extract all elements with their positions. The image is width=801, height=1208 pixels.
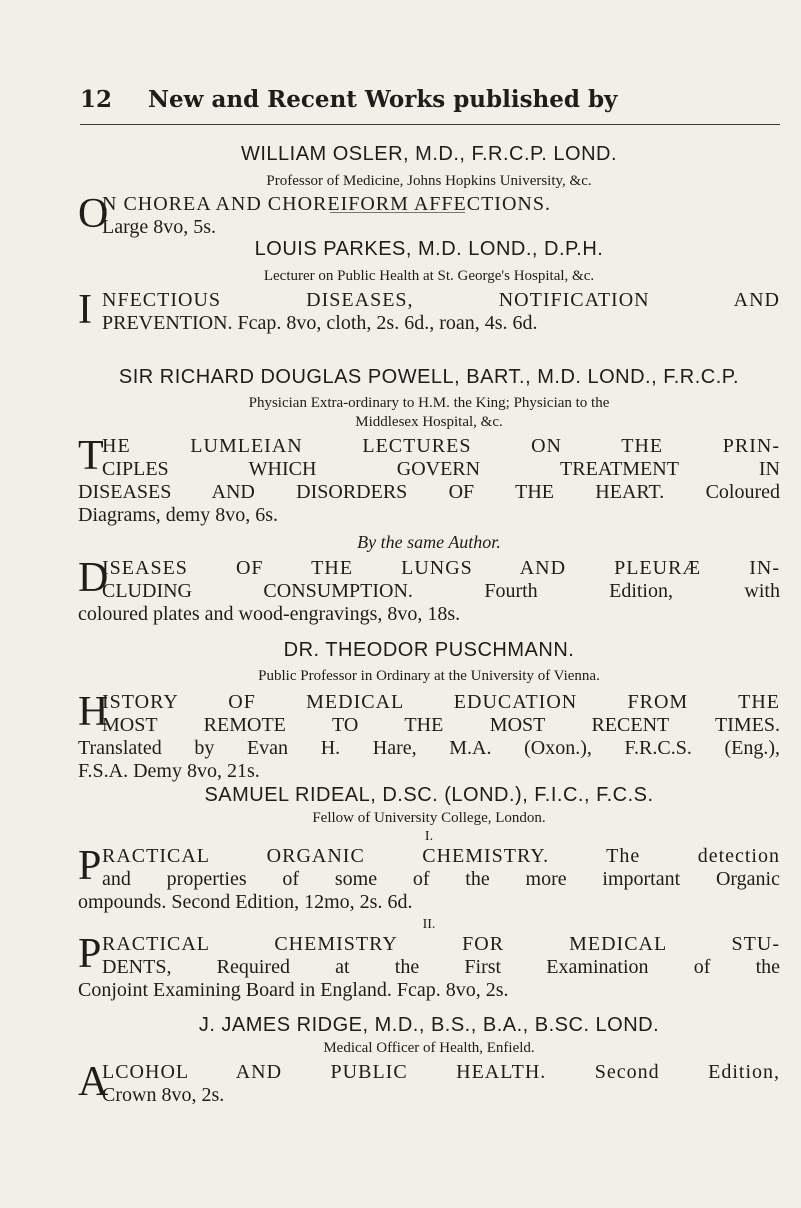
- work-title-line: DENTS, Required at the First Examination of the: [102, 956, 780, 978]
- author-name: SIR RICHARD DOUGLAS POWELL, BART., M.D. LOND., F.R.C.P.: [118, 366, 740, 388]
- author-affiliation: Public Professor in Ordinary at the University of Vienna.: [258, 668, 600, 684]
- drop-cap: I: [78, 287, 92, 333]
- drop-cap: O: [78, 191, 109, 237]
- entry-rideal: [78, 782, 780, 1002]
- work-title-line: CIPLES WHICH GOVERN TREATMENT IN: [102, 458, 780, 480]
- work-diseases-of-lungs: [78, 557, 780, 626]
- work-title-line: CLUDING CONSUMPTION. Fourth Edition, with: [102, 580, 780, 602]
- drop-cap: T: [78, 433, 104, 479]
- work-chorea: [78, 193, 780, 239]
- work-title-line: N CHOREA AND CHOREIFORM AFFECTIONS.: [102, 193, 551, 215]
- work-practical-chemistry-students: [78, 933, 780, 1002]
- section-divider: [330, 212, 465, 213]
- work-title-line: LCOHOL AND PUBLIC HEALTH. Second Edition,: [102, 1061, 780, 1083]
- work-numeral: I.: [424, 829, 434, 844]
- header-rule: [80, 124, 780, 125]
- work-title-line: HE LUMLEIAN LECTURES ON THE PRIN-: [102, 435, 780, 457]
- author-name: J. JAMES RIDGE, M.D., B.S., B.A., B.SC. LOND.: [198, 1014, 660, 1036]
- work-title-line: RACTICAL ORGANIC CHEMISTRY. The detection: [102, 845, 780, 867]
- author-affiliation: Lecturer on Public Health at St. George's Hospital, &c.: [263, 268, 595, 284]
- entry-puschmann: [78, 637, 780, 783]
- by-same-author: By the same Author.: [357, 532, 501, 552]
- author-affiliation: Medical Officer of Health, Enfield.: [323, 1040, 535, 1056]
- author-name: DR. THEODOR PUSCHMANN.: [283, 639, 575, 661]
- work-details-line: Diagrams, demy 8vo, 6s.: [78, 504, 278, 526]
- author-name: LOUIS PARKES, M.D. LOND., D.P.H.: [254, 238, 604, 260]
- running-title: New and Recent Works published by: [148, 86, 618, 113]
- work-title-line: PREVENTION. Fcap. 8vo, cloth, 2s. 6d., roan, 4s. 6d.: [102, 312, 538, 334]
- work-details-line: Large 8vo, 5s.: [102, 216, 217, 238]
- work-lumleian-lectures: [78, 435, 780, 527]
- work-title-line: ISTORY OF MEDICAL EDUCATION FROM THE: [102, 691, 780, 713]
- work-title-line: RACTICAL CHEMISTRY FOR MEDICAL STU-: [102, 933, 780, 955]
- author-name: WILLIAM OSLER, M.D., F.R.C.P. LOND.: [240, 143, 618, 165]
- work-details-line: Crown 8vo, 2s.: [102, 1084, 225, 1106]
- work-title-line: DISEASES AND DISORDERS OF THE HEART. Coloured: [78, 481, 780, 503]
- work-title-line: NFECTIOUS DISEASES, NOTIFICATION AND: [102, 289, 780, 311]
- entry-powell: [78, 364, 780, 626]
- work-infectious-diseases: [78, 289, 780, 335]
- drop-cap: H: [78, 689, 109, 735]
- drop-cap: D: [78, 555, 109, 601]
- drop-cap: P: [78, 931, 102, 977]
- work-details-line: Translated by Evan H. Hare, M.A. (Oxon.), F.R.C.S. (Eng.),: [78, 737, 780, 759]
- work-title-line: ISEASES OF THE LUNGS AND PLEURÆ IN-: [102, 557, 780, 579]
- running-head: [80, 86, 770, 122]
- entry-ridge: [78, 1012, 780, 1107]
- entry-parkes: [78, 236, 780, 335]
- work-practical-organic-chemistry: [78, 845, 780, 914]
- entry-osler: [78, 141, 780, 239]
- work-details-line: ompounds. Second Edition, 12mo, 2s. 6d.: [78, 891, 413, 913]
- work-details-line: F.S.A. Demy 8vo, 21s.: [78, 760, 260, 782]
- work-numeral: II.: [422, 917, 436, 932]
- author-affiliation: Physician Extra-ordinary to H.M. the King; Physician to the: [248, 395, 610, 411]
- work-alcohol-public-health: [78, 1061, 780, 1107]
- work-details-line: and properties of some of the more important Organic: [102, 868, 780, 890]
- author-name: SAMUEL RIDEAL, D.SC. (LOND.), F.I.C., F.C.S.: [204, 784, 654, 806]
- work-history-medical-education: [78, 691, 780, 783]
- drop-cap: A: [78, 1059, 109, 1105]
- author-affiliation: Fellow of University College, London.: [312, 810, 546, 826]
- work-title-line: MOST REMOTE TO THE MOST RECENT TIMES.: [102, 714, 780, 736]
- drop-cap: P: [78, 843, 102, 889]
- work-details-line: Conjoint Examining Board in England. Fcap. 8vo, 2s.: [78, 979, 509, 1001]
- page-number: 12: [80, 86, 113, 113]
- work-details-line: coloured plates and wood-engravings, 8vo, 18s.: [78, 603, 461, 625]
- author-affiliation: Professor of Medicine, Johns Hopkins University, &c.: [266, 173, 592, 189]
- author-affiliation: Middlesex Hospital, &c.: [355, 414, 503, 430]
